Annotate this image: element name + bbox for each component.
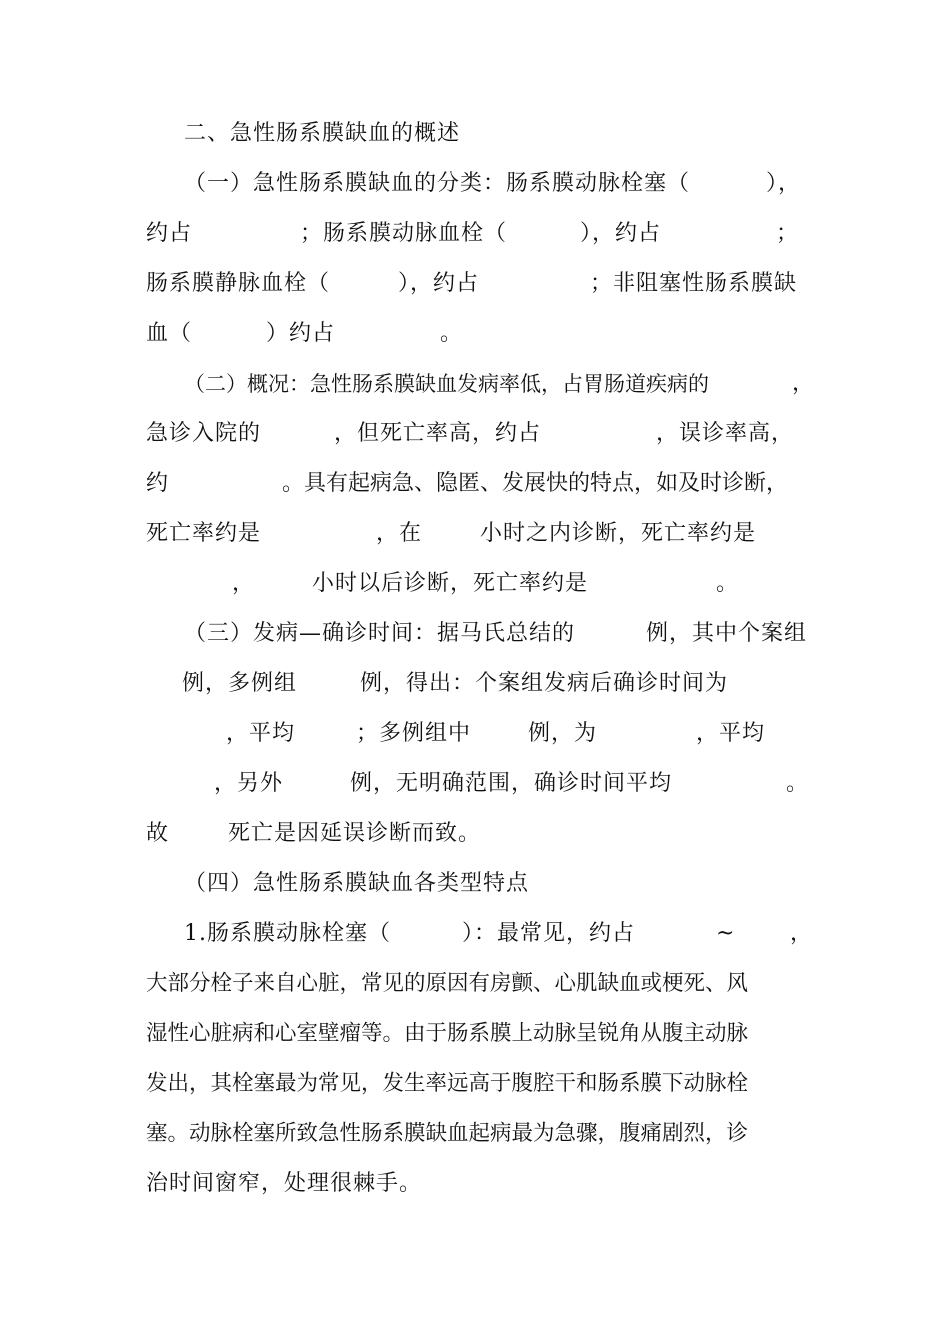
text-segment: 约占	[146, 221, 193, 246]
paragraph-line	[0, 964, 950, 1004]
paragraph-line	[0, 914, 950, 954]
text-segment: ），	[766, 171, 802, 196]
text-segment: ；多例组中	[356, 721, 472, 746]
text-segment: 例，为	[528, 721, 598, 746]
paragraph-line	[0, 414, 950, 454]
text-segment: 治时间窗窄，处理很棘手。	[146, 1171, 423, 1196]
text-segment: 。	[716, 571, 740, 596]
text-segment: ，但死亡率高，约占	[334, 421, 542, 446]
text-segment: 故	[146, 821, 170, 846]
text-segment: 塞。动脉栓塞所致急性肠系膜缺血起病最为急骤，腹痛剧烈，诊	[146, 1121, 749, 1146]
subsection-heading	[0, 864, 950, 904]
paragraph-line	[0, 264, 950, 304]
text-segment: （二）概况：急性肠系膜缺血发病率低，占胃肠道疾病的	[184, 372, 709, 396]
text-segment: ；肠系膜动脉血栓（	[300, 221, 508, 246]
text-segment: ）约占	[266, 321, 336, 346]
text-segment: 血（	[146, 321, 193, 346]
text-segment: 例，得出：个案组发病后确诊时间为	[360, 671, 729, 696]
text-segment: 1.肠系膜动脉栓塞（	[184, 921, 391, 946]
paragraph-line	[0, 614, 950, 654]
text-segment: （四）急性肠系膜缺血各类型特点	[184, 871, 530, 896]
paragraph-line	[0, 1064, 950, 1104]
text-segment: 湿性心脏病和心室壁瘤等。由于肠系膜上动脉呈锐角从腹主动脉	[146, 1021, 749, 1046]
text-segment: 肠系膜静脉血栓（	[146, 271, 331, 296]
text-segment: 死亡率约是	[146, 521, 262, 546]
paragraph-line	[0, 214, 950, 254]
text-segment: （三）发病—确诊时间：据马氏总结的	[184, 621, 576, 646]
paragraph-line	[0, 514, 950, 554]
paragraph-line	[0, 314, 950, 354]
text-segment: 死亡是因延误诊断而致。	[228, 821, 482, 846]
paragraph-line	[0, 564, 950, 604]
paragraph-line	[0, 814, 950, 854]
text-segment: ），约占	[398, 271, 480, 296]
text-segment: 大部分栓子来自心脏，常见的原因有房颤、心肌缺血或梗死、风	[146, 971, 749, 996]
paragraph-line	[0, 1114, 950, 1154]
paragraph-line	[0, 714, 950, 754]
text-segment: 。	[440, 321, 464, 346]
text-segment: 急诊入院的	[146, 421, 262, 446]
section-heading	[0, 114, 950, 154]
text-segment: ，	[792, 371, 816, 396]
text-segment: 二、急性肠系膜缺血的概述	[184, 121, 461, 146]
paragraph-line	[0, 464, 950, 504]
text-segment: ；	[776, 221, 800, 246]
paragraph-line	[0, 764, 950, 804]
text-segment: ，平均	[226, 721, 296, 746]
text-segment: ）：最常见，约占	[462, 921, 636, 946]
text-segment: ，	[232, 571, 256, 596]
text-segment: 例，其中个案组	[646, 621, 808, 646]
text-segment: 约	[146, 471, 170, 496]
text-segment: ；非阻塞性肠系膜缺	[590, 271, 798, 296]
text-segment: ，在	[376, 521, 423, 546]
text-segment: ，误诊率高，	[656, 421, 795, 446]
text-segment: 发出，其栓塞最为常见，发生率远高于腹腔干和肠系膜下动脉栓	[146, 1071, 749, 1096]
text-segment: （一）急性肠系膜缺血的分类：肠系膜动脉栓塞（	[184, 171, 691, 196]
paragraph-line	[0, 364, 950, 404]
text-segment: 小时之内诊断，死亡率约是	[480, 521, 757, 546]
text-segment: 小时以后诊断，死亡率约是	[312, 571, 589, 596]
paragraph-line	[0, 1164, 950, 1204]
text-segment: ，平均	[696, 721, 766, 746]
paragraph-line	[0, 664, 950, 704]
text-segment: 。	[786, 771, 810, 796]
text-segment: 例，多例组	[182, 671, 298, 696]
paragraph-line	[0, 1014, 950, 1054]
text-segment: ~	[716, 921, 736, 946]
text-segment: ），约占	[580, 221, 662, 246]
text-segment: ，另外	[214, 771, 284, 796]
paragraph-line	[0, 164, 950, 204]
text-segment: 。具有起病急、隐匿、发展快的特点，如及时诊断，	[282, 471, 789, 496]
text-segment: 例，无明确范围，确诊时间平均	[350, 771, 673, 796]
text-segment: ，	[790, 921, 814, 946]
